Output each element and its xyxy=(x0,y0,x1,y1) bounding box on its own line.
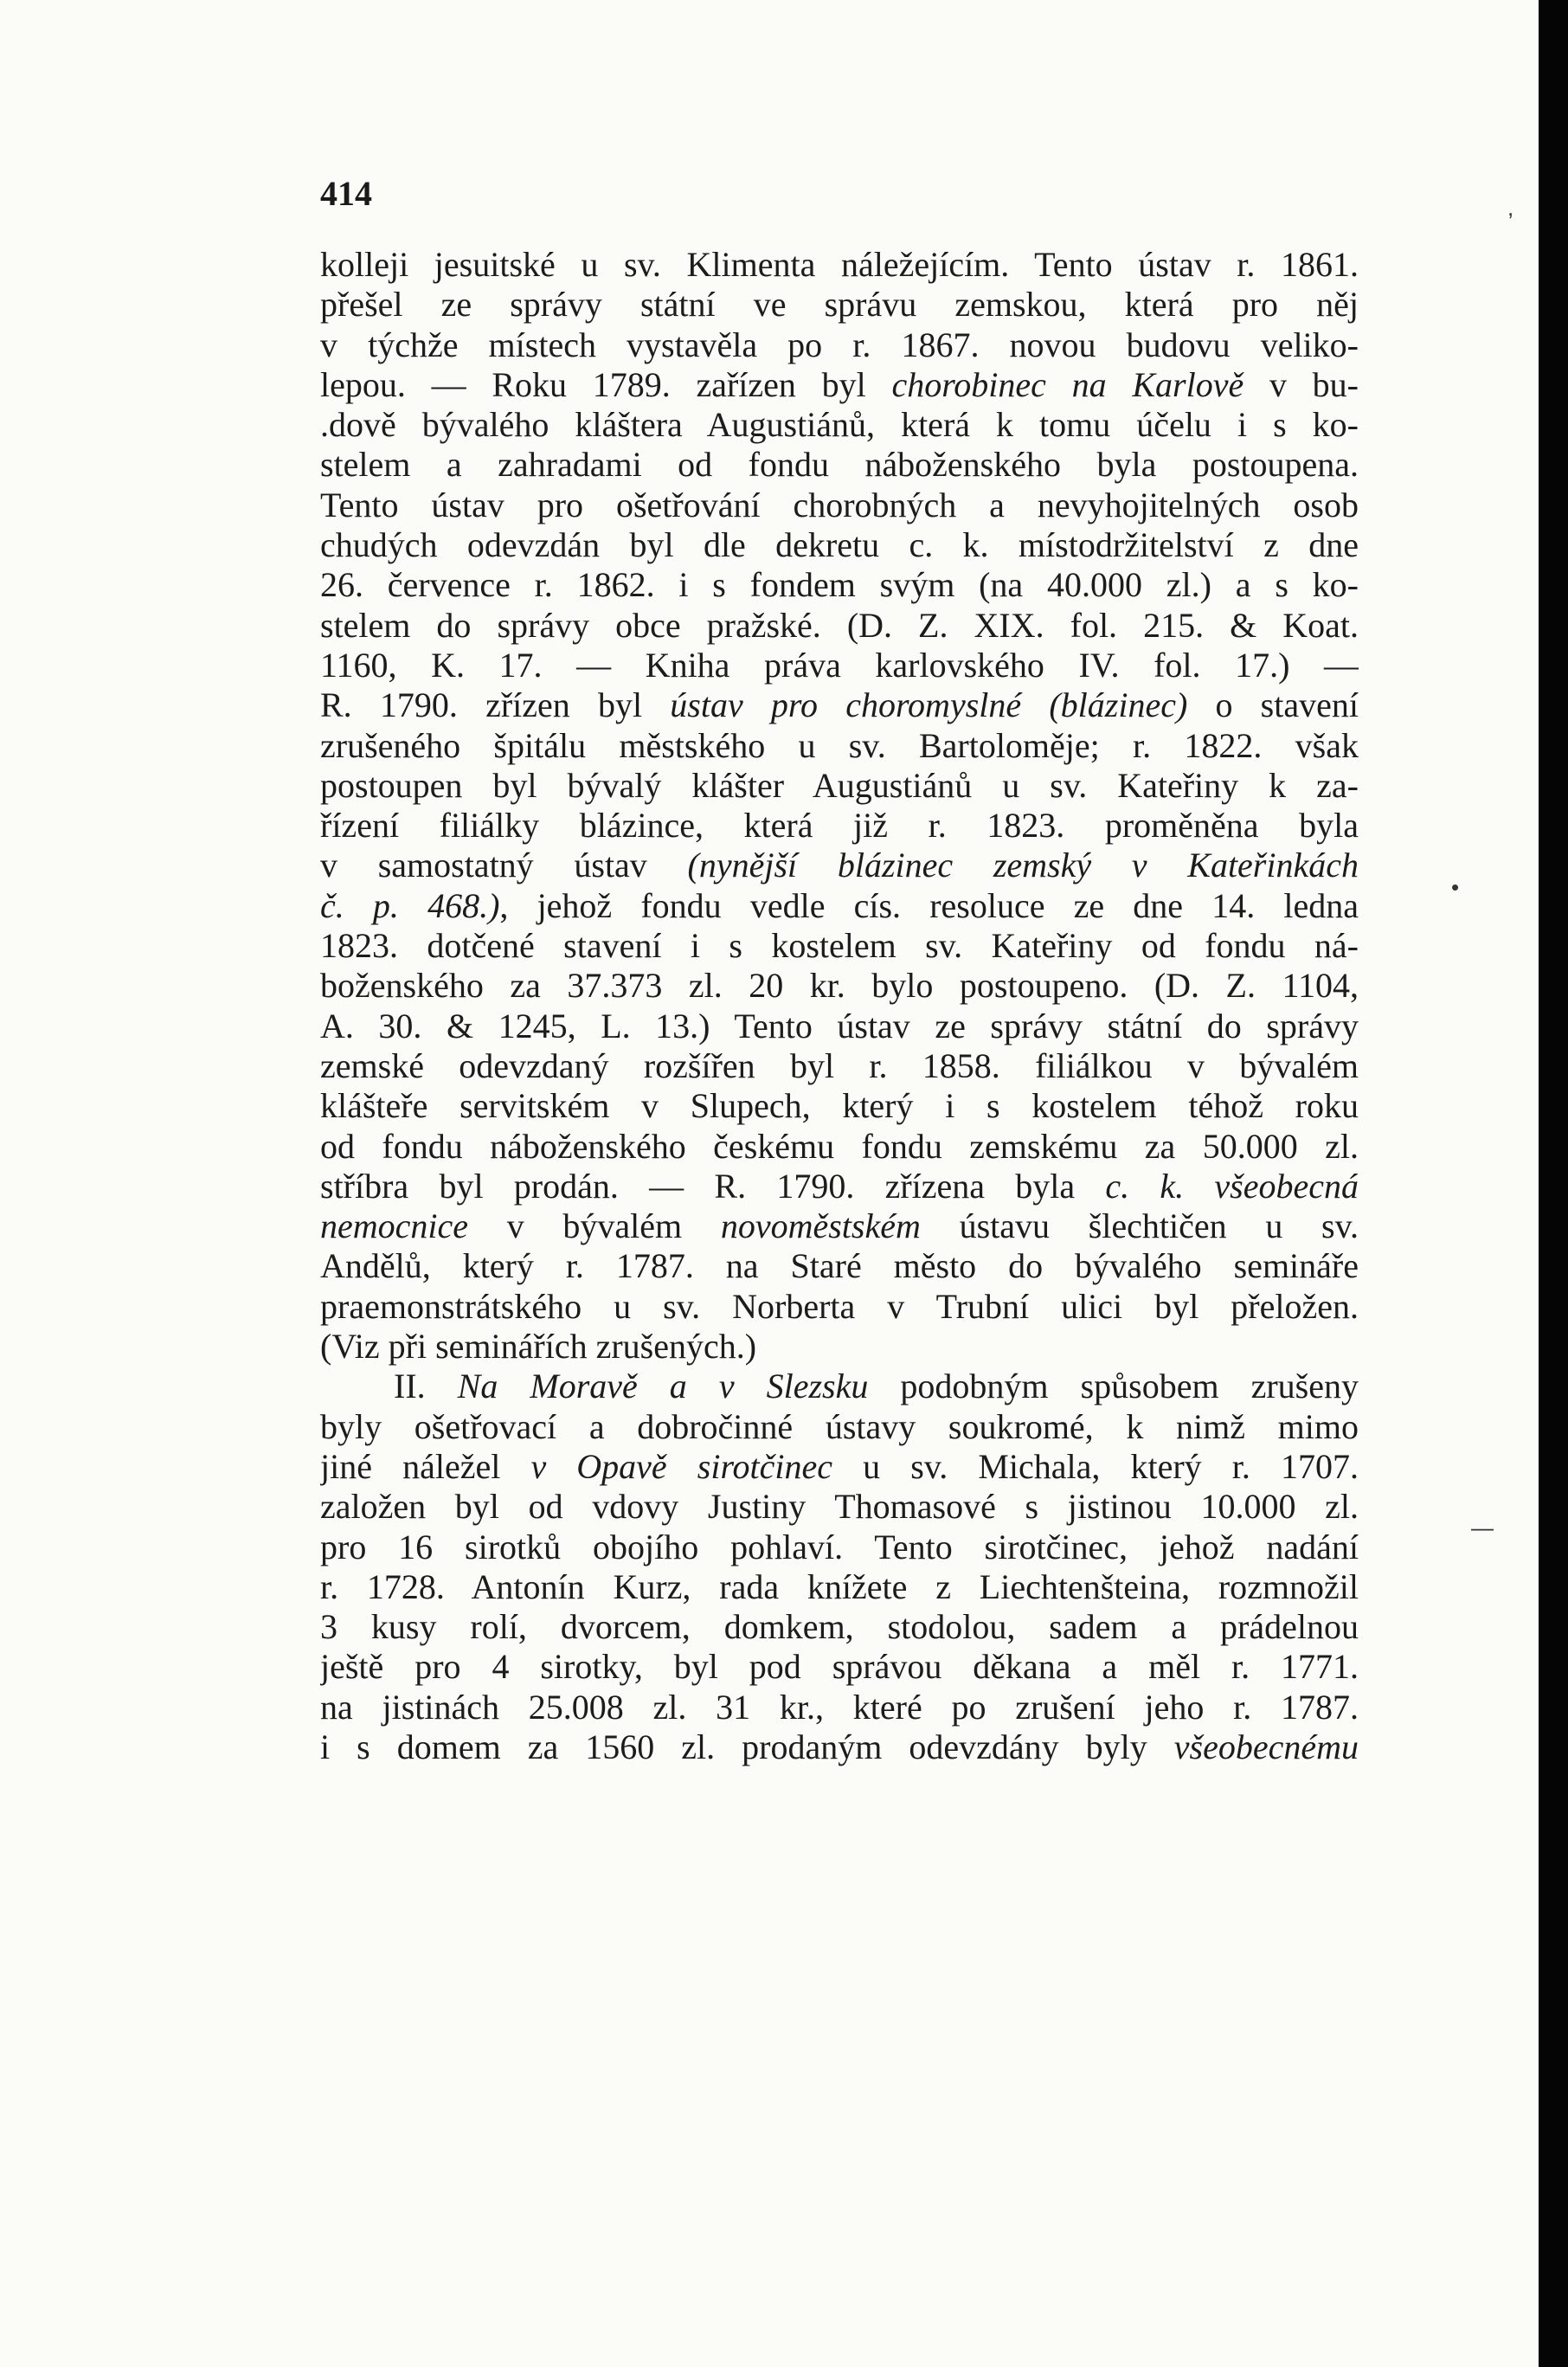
text-segment: v samostatný ústav xyxy=(320,846,688,885)
text-segment: postoupen byl bývalý klášter Augustiánů u sv. Kateřiny k za- xyxy=(320,765,1359,805)
italic-segment: v Opavě sirotčinec xyxy=(530,1446,833,1486)
text-line xyxy=(320,726,1359,766)
text-segment: na jistinách 25.008 zl. 31 kr., které po zrušení jeho r. 1787. xyxy=(320,1687,1359,1727)
text-segment: kolleji jesuitské u sv. Klimenta náležejícím. Tento ústav r. 1861. xyxy=(320,245,1359,284)
italic-segment: č. p. 468.) xyxy=(320,885,500,925)
text-line xyxy=(320,1528,1359,1567)
text-segment: .dově bývalého kláštera Augustiánů, která k tomu účelu i s ko- xyxy=(320,405,1359,445)
text-line xyxy=(320,846,1359,885)
text-line xyxy=(320,1127,1359,1167)
page-number: 414 xyxy=(320,174,372,213)
text-segment: o stavení xyxy=(1187,685,1359,725)
text-segment: u sv. Michala, který r. 1707. xyxy=(832,1446,1359,1486)
text-segment: v týchže místech vystavěla po r. 1867. novou budovu veliko- xyxy=(320,325,1359,364)
text-segment: II. xyxy=(394,1367,458,1406)
text-line xyxy=(320,966,1359,1006)
text-segment: stříbra byl prodán. — R. 1790. zřízena byla xyxy=(320,1166,1106,1206)
text-segment: ještě pro 4 sirotky, byl pod správou děkana a měl r. 1771. xyxy=(320,1647,1359,1687)
text-line xyxy=(320,1607,1359,1647)
italic-segment: Na Moravě a v Slezsku xyxy=(457,1367,869,1406)
text-segment: v bývalém xyxy=(468,1206,721,1246)
text-segment: přešel ze správy státní ve správu zemskou, která pro něj xyxy=(320,285,1359,325)
italic-segment: nemocnice xyxy=(320,1206,469,1246)
text-segment: řízení filiálky blázince, která již r. 1823. proměněna byla xyxy=(320,806,1359,846)
text-line xyxy=(320,685,1359,725)
text-line xyxy=(320,1086,1359,1126)
text-segment: praemonstrátského u sv. Norberta v Trubní ulici byl přeložen. xyxy=(320,1286,1359,1326)
text-segment: lepou. — Roku 1789. zařízen byl xyxy=(320,364,892,404)
text-line xyxy=(320,1647,1359,1687)
text-line xyxy=(320,1206,1359,1246)
italic-segment: ústav pro choromyslné (blázinec) xyxy=(670,685,1188,725)
text-line xyxy=(320,1367,1359,1406)
text-segment: Andělů, který r. 1787. na Staré město do bývalého semináře xyxy=(320,1246,1359,1286)
text-line xyxy=(320,1246,1359,1286)
margin-mark: , xyxy=(1507,195,1514,221)
text-line xyxy=(320,486,1359,525)
text-line xyxy=(320,245,1359,285)
text-line xyxy=(320,365,1359,405)
text-line xyxy=(320,1487,1359,1527)
text-line xyxy=(320,1287,1359,1327)
text-line xyxy=(320,766,1359,806)
text-segment: R. 1790. zřízen byl xyxy=(320,685,671,725)
text-line xyxy=(320,806,1359,846)
text-line xyxy=(320,606,1359,646)
text-segment: jiné náležel xyxy=(320,1446,531,1486)
text-line xyxy=(320,285,1359,325)
text-line xyxy=(320,525,1359,565)
italic-segment: novoměstském xyxy=(720,1206,921,1246)
text-line xyxy=(320,1327,1359,1367)
text-line xyxy=(320,646,1359,685)
text-segment: založen byl od vdovy Justiny Thomasové s jistinou 10.000 zl. xyxy=(320,1487,1359,1527)
text-line xyxy=(320,926,1359,966)
text-segment: Tento ústav pro ošetřování chorobných a nevyhojitelných osob xyxy=(320,485,1359,524)
text-segment: , jehož fondu vedle cís. resoluce ze dne 14. ledna xyxy=(499,885,1359,925)
text-segment: byly ošetřovací a dobročinné ústavy soukromé, k nimž mimo xyxy=(320,1406,1359,1446)
text-line xyxy=(320,1167,1359,1206)
text-segment: 1823. dotčené stavení i s kostelem sv. Kateřiny od fondu ná- xyxy=(320,926,1359,966)
italic-segment: chorobinec na Karlově xyxy=(891,364,1244,404)
text-segment: zrušeného špitálu městského u sv. Bartoloměje; r. 1822. však xyxy=(320,725,1359,765)
text-segment: r. 1728. Antonín Kurz, rada knížete z Liechtenšteina, rozmnožil xyxy=(320,1566,1359,1606)
scan-edge xyxy=(1539,0,1568,2367)
italic-segment: c. k. všeobecná xyxy=(1105,1166,1359,1206)
text-line xyxy=(320,1727,1359,1767)
text-segment: podobným spůsobem zrušeny xyxy=(868,1367,1359,1406)
text-segment: v bu- xyxy=(1243,364,1359,404)
margin-mark: — xyxy=(1471,1515,1494,1540)
text-line xyxy=(320,565,1359,605)
text-segment: (Viz při seminářích zrušených.) xyxy=(320,1327,757,1367)
text-segment: A. 30. & 1245, L. 13.) Tento ústav ze správy státní do správy xyxy=(320,1006,1359,1045)
text-segment: ústavu šlechtičen u sv. xyxy=(920,1206,1359,1246)
text-segment: i s domem za 1560 zl. prodaným odevzdány byly xyxy=(320,1727,1174,1766)
text-segment: klášteře servitském v Slupech, který i s kostelem téhož roku xyxy=(320,1086,1359,1126)
text-line xyxy=(320,405,1359,445)
text-segment: 3 kusy rolí, dvorcem, domkem, stodolou, sadem a prádelnou xyxy=(320,1607,1359,1647)
text-segment: od fondu náboženského českému fondu zemskému za 50.000 zl. xyxy=(320,1126,1359,1166)
text-line xyxy=(320,886,1359,926)
text-line xyxy=(320,1688,1359,1727)
text-line xyxy=(320,325,1359,365)
text-segment: boženského za 37.373 zl. 20 kr. bylo postoupeno. (D. Z. 1104, xyxy=(320,966,1359,1006)
italic-segment: (nynější blázinec zemský v Kateřinkách xyxy=(687,846,1359,885)
text-line xyxy=(320,1046,1359,1086)
text-segment: zemské odevzdaný rozšířen byl r. 1858. filiálkou v bývalém xyxy=(320,1045,1359,1085)
italic-segment: všeobecnému xyxy=(1173,1727,1359,1766)
body-text xyxy=(320,245,1359,1767)
text-segment: 1160, K. 17. — Kniha práva karlovského IV. fol. 17.) — xyxy=(320,645,1359,685)
text-segment: stelem a zahradami od fondu náboženského byla postoupena. xyxy=(320,445,1359,485)
text-segment: chudých odevzdán byl dle dekretu c. k. místodržitelství z dne xyxy=(320,525,1359,565)
text-line xyxy=(320,1407,1359,1447)
text-line xyxy=(320,445,1359,485)
text-segment: 26. července r. 1862. i s fondem svým (na 40.000 zl.) a s ko- xyxy=(320,565,1359,605)
margin-mark: • xyxy=(1451,874,1460,900)
text-line xyxy=(320,1007,1359,1046)
text-segment: stelem do správy obce pražské. (D. Z. XIX. fol. 215. & Koat. xyxy=(320,605,1359,645)
text-line xyxy=(320,1447,1359,1487)
text-segment: pro 16 sirotků obojího pohlaví. Tento sirotčinec, jehož nadání xyxy=(320,1527,1359,1566)
text-line xyxy=(320,1567,1359,1607)
